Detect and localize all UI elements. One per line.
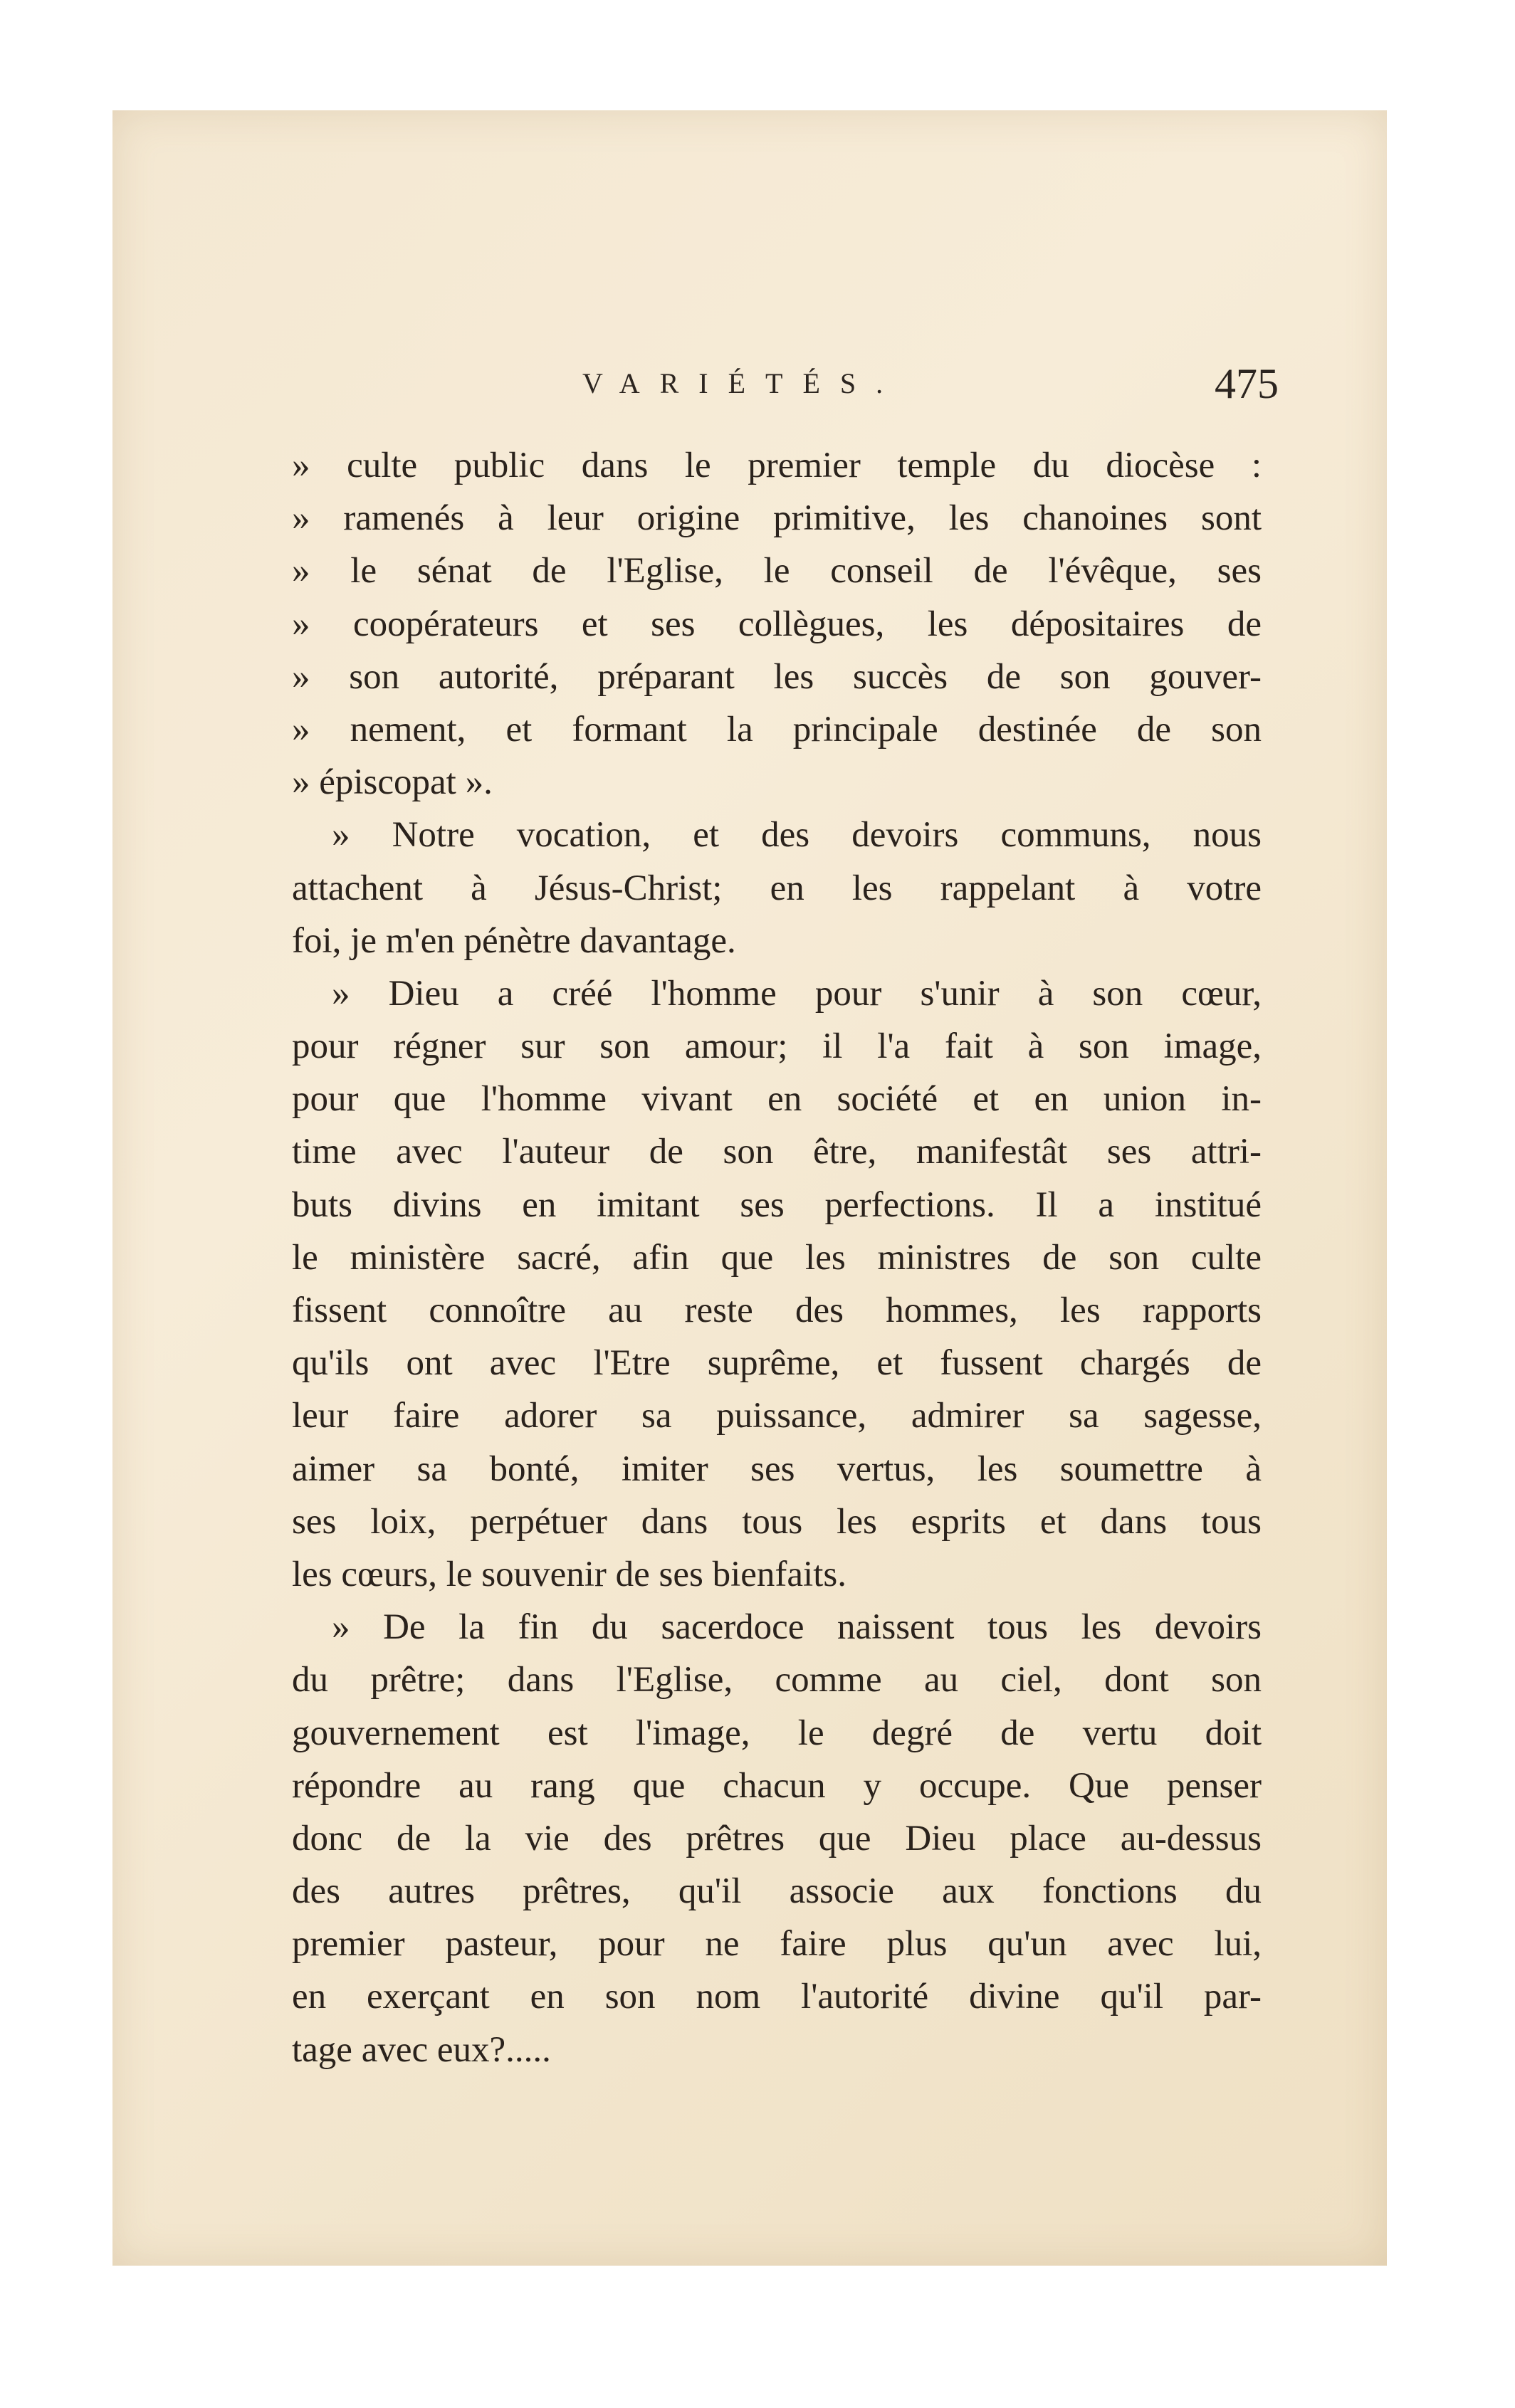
- text-line: qu'ils ont avec l'Etre suprême, et fussent chargés de: [292, 1343, 1262, 1384]
- text-line: du prêtre; dans l'Eglise, comme au ciel, dont son: [292, 1660, 1262, 1700]
- text-line: premier pasteur, pour ne faire plus qu'un avec lui,: [292, 1924, 1262, 1965]
- text-line: » Dieu a créé l'homme pour s'unir à son cœur,: [332, 973, 1262, 1014]
- text-line: » épiscopat ».: [292, 762, 493, 803]
- text-line: leur faire adorer sa puissance, admirer sa sagesse,: [292, 1396, 1262, 1436]
- text-line: les cœurs, le souvenir de ses bienfaits.: [292, 1554, 846, 1594]
- text-line: attachent à Jésus-Christ; en les rappelant à votre: [292, 868, 1262, 908]
- text-line: pour que l'homme vivant en société et en union in-: [292, 1079, 1262, 1120]
- text-line: » le sénat de l'Eglise, le conseil de l'évêque, ses: [292, 551, 1262, 592]
- running-title: VARIÉTÉS.: [582, 367, 903, 399]
- text-line: des autres prêtres, qu'il associe aux fonctions du: [292, 1871, 1262, 1912]
- text-line: » Notre vocation, et des devoirs communs, nous: [332, 815, 1262, 856]
- text-line: tage avec eux?.....: [292, 2029, 551, 2070]
- text-line: » culte public dans le premier temple du diocèse :: [292, 446, 1262, 485]
- text-line: » coopérateurs et ses collègues, les dépositaires de: [292, 604, 1262, 644]
- text-line: » De la fin du sacerdoce naissent tous les devoirs: [332, 1607, 1262, 1648]
- text-line: le ministère sacré, afin que les ministres de son culte: [292, 1237, 1262, 1278]
- text-line: aimer sa bonté, imiter ses vertus, les soumettre à: [292, 1449, 1262, 1489]
- text-line: en exerçant en son nom l'autorité divine qu'il par-: [292, 1977, 1262, 2017]
- text-line: gouvernement est l'image, le degré de vertu doit: [292, 1713, 1262, 1753]
- text-line: buts divins en imitant ses perfections. Il a institué: [292, 1184, 1262, 1225]
- text-line: fissent connoître au reste des hommes, les rapports: [292, 1290, 1262, 1330]
- text-line: time avec l'auteur de son être, manifestât ses attri-: [292, 1132, 1262, 1172]
- page-number: 475: [1215, 360, 1279, 407]
- body-text: [292, 439, 1262, 2076]
- text-line: » ramenés à leur origine primitive, les chanoines sont: [292, 498, 1262, 539]
- scanned-page: [112, 110, 1387, 2266]
- text-line: ses loix, perpétuer dans tous les esprits et dans tous: [292, 1501, 1262, 1542]
- text-line: foi, je m'en pénètre davantage.: [292, 920, 736, 961]
- text-line: » son autorité, préparant les succès de son gouver-: [292, 656, 1262, 697]
- text-line: donc de la vie des prêtres que Dieu place au-dessus: [292, 1818, 1262, 1858]
- page-header: [112, 359, 1387, 416]
- text-line: répondre au rang que chacun y occupe. Que penser: [292, 1765, 1262, 1806]
- text-line: » nement, et formant la principale destinée de son: [292, 709, 1262, 750]
- text-line: pour régner sur son amour; il l'a fait à son image,: [292, 1026, 1262, 1067]
